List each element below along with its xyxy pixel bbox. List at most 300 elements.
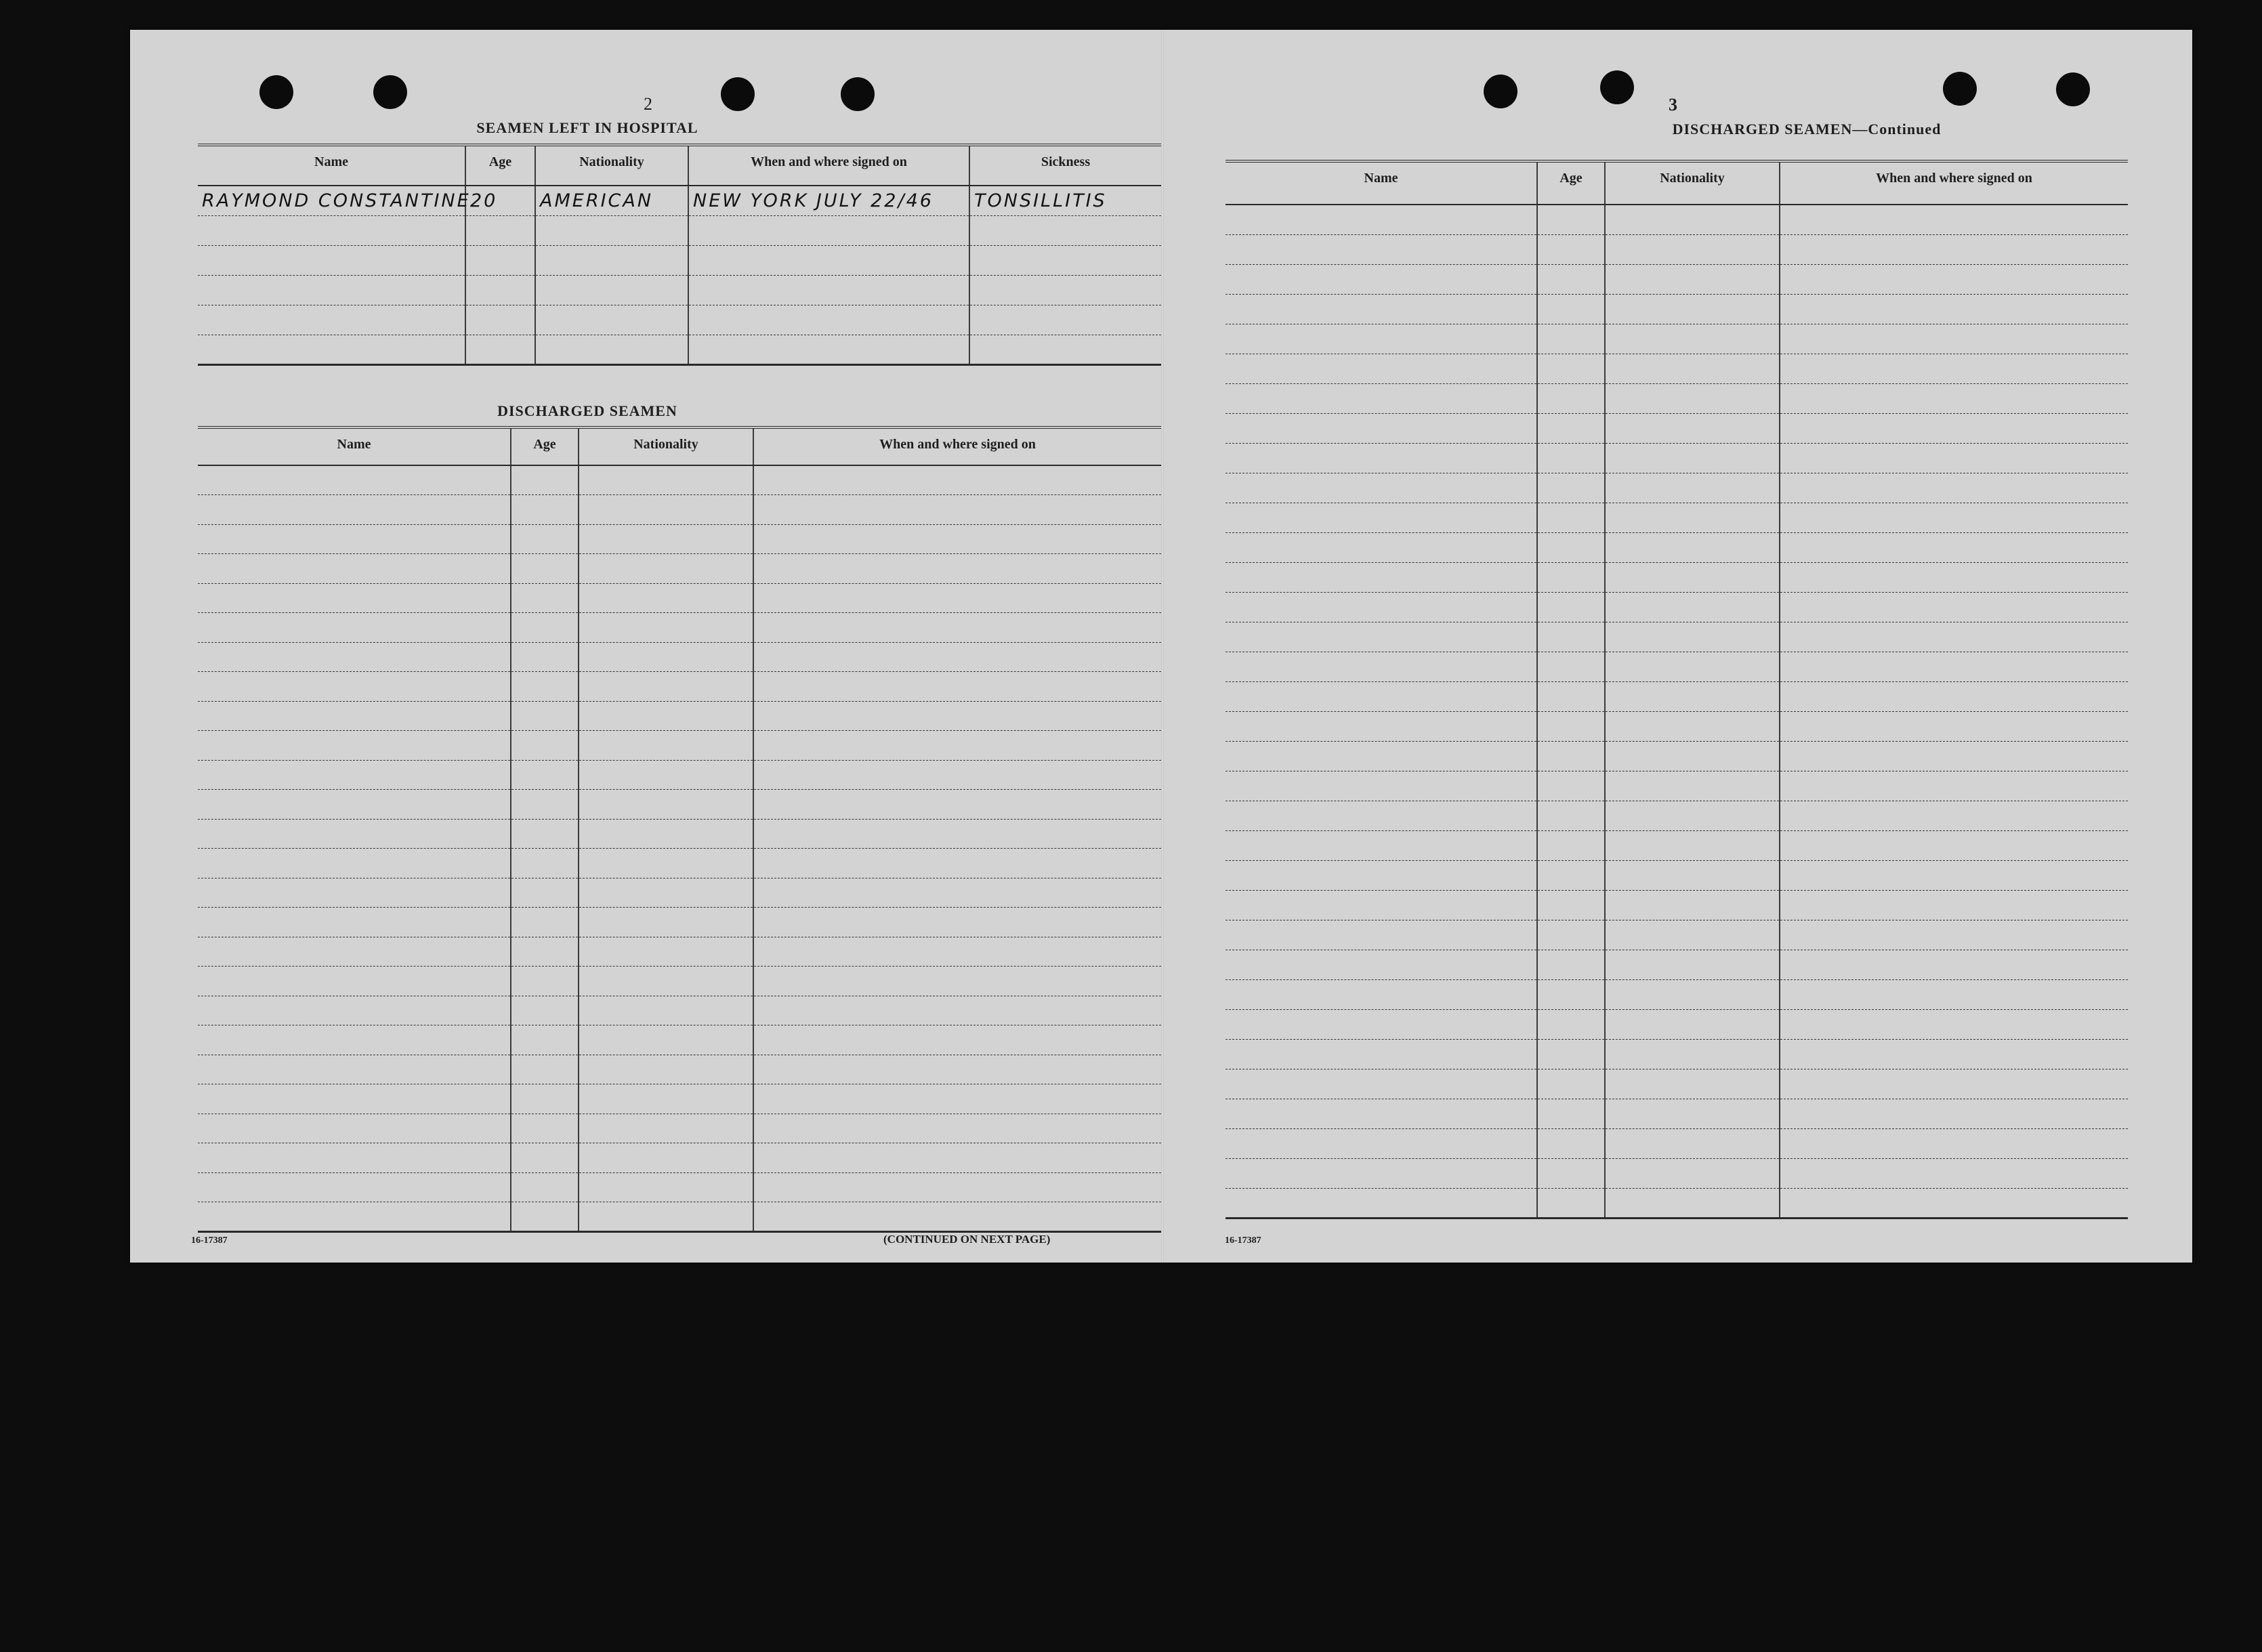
table-row: [198, 1114, 1161, 1143]
col-header-name: Name: [198, 145, 465, 186]
blank-cell: [579, 583, 753, 613]
blank-cell: [1780, 1099, 2128, 1128]
blank-cell: [579, 731, 753, 761]
table-row: [1226, 860, 2128, 890]
blank-cell: [511, 554, 579, 584]
table-row: [1226, 801, 2128, 830]
blank-cell: [579, 908, 753, 937]
blank-cell: [1605, 920, 1780, 950]
blank-cell: [1226, 741, 1537, 771]
blank-cell: [1537, 294, 1605, 324]
table-row: [1226, 354, 2128, 383]
blank-cell: [1780, 383, 2128, 413]
blank-cell: [1780, 294, 2128, 324]
blank-cell: [1780, 622, 2128, 652]
table-row: [198, 1025, 1161, 1055]
blank-cell: [1537, 1128, 1605, 1158]
blank-cell: [579, 1025, 753, 1055]
blank-cell: [1605, 652, 1780, 681]
blank-cell: [511, 878, 579, 908]
blank-cell: [198, 554, 511, 584]
blank-cell: [198, 215, 465, 245]
table-row: [198, 996, 1161, 1025]
blank-cell: [1780, 264, 2128, 294]
blank-cell: [511, 524, 579, 554]
blank-cell: [511, 967, 579, 996]
blank-cell: [511, 790, 579, 820]
table-row: [198, 937, 1161, 967]
blank-cell: [1226, 532, 1537, 562]
blank-cell: [1605, 801, 1780, 830]
blank-cell: [511, 465, 579, 495]
binder-hole: [1600, 70, 1634, 104]
blank-cell: [198, 1114, 511, 1143]
blank-cell: [511, 731, 579, 761]
blank-cell: [1537, 1069, 1605, 1099]
blank-cell: [753, 996, 1161, 1025]
blank-cell: [1780, 652, 2128, 681]
blank-cell: [198, 335, 465, 364]
blank-cell: [1537, 950, 1605, 979]
blank-cell: [465, 335, 535, 364]
table-row: [1226, 383, 2128, 413]
blank-cell: [1780, 950, 2128, 979]
table-row: [198, 642, 1161, 672]
blank-cell: [1226, 830, 1537, 860]
blank-cell: [1605, 711, 1780, 741]
blank-cell: [465, 305, 535, 335]
blank-cell: [1537, 1188, 1605, 1218]
table-row: [1226, 979, 2128, 1009]
blank-cell: [1605, 1099, 1780, 1128]
col-header-age: Age: [511, 427, 579, 465]
blank-cell: [198, 524, 511, 554]
blank-cell: [1537, 413, 1605, 443]
blank-cell: [579, 524, 753, 554]
blank-cell: [1780, 562, 2128, 592]
blank-cell: [1537, 801, 1605, 830]
blank-cell: [688, 275, 969, 305]
blank-cell: [579, 495, 753, 525]
blank-cell: [579, 967, 753, 996]
table-row: [198, 849, 1161, 878]
col-header-age: Age: [465, 145, 535, 186]
blank-cell: [969, 245, 1161, 275]
blank-cell: [579, 465, 753, 495]
blank-cell: [198, 1055, 511, 1084]
blank-cell: [198, 465, 511, 495]
blank-cell: [1780, 1128, 2128, 1158]
blank-cell: [1605, 860, 1780, 890]
table-row: [1226, 1069, 2128, 1099]
blank-cell: [1780, 1039, 2128, 1069]
blank-cell: [198, 908, 511, 937]
binder-hole: [2056, 72, 2090, 106]
blank-cell: [198, 1025, 511, 1055]
blank-cell: [1605, 622, 1780, 652]
blank-cell: [198, 245, 465, 275]
blank-cell: [753, 583, 1161, 613]
blank-cell: [511, 1025, 579, 1055]
blank-cell: [1537, 532, 1605, 562]
blank-cell: [1537, 1099, 1605, 1128]
table-row: [1226, 1158, 2128, 1188]
blank-cell: [198, 996, 511, 1025]
blank-cell: [465, 245, 535, 275]
col-header-signed-on: When and where signed on: [688, 145, 969, 186]
blank-cell: [535, 245, 688, 275]
blank-cell: [1226, 920, 1537, 950]
blank-cell: [753, 790, 1161, 820]
blank-cell: [1537, 503, 1605, 532]
binder-hole: [259, 75, 293, 109]
blank-cell: [753, 1114, 1161, 1143]
table-row: [198, 465, 1161, 495]
blank-cell: [465, 275, 535, 305]
ledger-sheet: [130, 30, 2192, 1263]
blank-cell: [753, 672, 1161, 702]
blank-cell: [511, 583, 579, 613]
blank-cell: [1226, 652, 1537, 681]
blank-cell: [511, 760, 579, 790]
blank-cell: [753, 1025, 1161, 1055]
blank-cell: [1226, 979, 1537, 1009]
blank-cell: [1605, 741, 1780, 771]
blank-cell: [1605, 592, 1780, 622]
blank-cell: [1780, 1158, 2128, 1188]
col-header-name: Name: [1226, 161, 1537, 205]
page-number-right: 3: [1669, 95, 1677, 114]
blank-cell: [579, 701, 753, 731]
blank-cell: [1226, 1009, 1537, 1039]
blank-cell: [198, 275, 465, 305]
table-row: [1226, 324, 2128, 354]
blank-cell: [198, 495, 511, 525]
col-header-age: Age: [1537, 161, 1605, 205]
blank-cell: [1605, 324, 1780, 354]
blank-cell: [1537, 324, 1605, 354]
blank-cell: [1780, 979, 2128, 1009]
discharged-table: [198, 426, 1161, 1233]
blank-cell: [1226, 681, 1537, 711]
table-row: [1226, 950, 2128, 979]
table-row: [198, 731, 1161, 761]
blank-cell: [511, 908, 579, 937]
table-row: [1226, 592, 2128, 622]
blank-cell: [753, 878, 1161, 908]
blank-cell: [1605, 354, 1780, 383]
blank-cell: [1537, 681, 1605, 711]
blank-cell: [1780, 830, 2128, 860]
blank-cell: [198, 819, 511, 849]
blank-cell: [1537, 979, 1605, 1009]
col-header-sickness: Sickness: [969, 145, 1161, 186]
table-row: [1226, 920, 2128, 950]
blank-cell: [753, 908, 1161, 937]
blank-cell: [1780, 443, 2128, 473]
blank-cell: [1226, 622, 1537, 652]
blank-cell: [753, 642, 1161, 672]
blank-cell: [1537, 890, 1605, 920]
table-row: [198, 583, 1161, 613]
blank-cell: [1605, 413, 1780, 443]
table-row: [1226, 771, 2128, 801]
blank-cell: [1226, 324, 1537, 354]
col-header-signed-on: When and where signed on: [753, 427, 1161, 465]
blank-cell: [1780, 592, 2128, 622]
blank-cell: [1226, 950, 1537, 979]
blank-cell: [198, 672, 511, 702]
page-number-left: 2: [644, 94, 652, 114]
table-row: [198, 967, 1161, 996]
blank-cell: [511, 937, 579, 967]
blank-cell: [1780, 711, 2128, 741]
blank-cell: [1226, 354, 1537, 383]
blank-cell: [753, 849, 1161, 878]
blank-cell: [198, 937, 511, 967]
blank-cell: [1780, 890, 2128, 920]
table-row: [198, 672, 1161, 702]
col-header-nationality: Nationality: [535, 145, 688, 186]
table-row: [1226, 264, 2128, 294]
blank-cell: [1780, 205, 2128, 234]
blank-cell: [1780, 413, 2128, 443]
table-row: [1226, 532, 2128, 562]
blank-cell: [511, 849, 579, 878]
binder-hole: [721, 77, 755, 111]
blank-cell: [1537, 652, 1605, 681]
blank-cell: [579, 849, 753, 878]
blank-cell: [511, 1202, 579, 1232]
discharged-continued-title: DISCHARGED SEAMEN—Continued: [1672, 121, 1942, 137]
blank-cell: [579, 937, 753, 967]
continued-note: (CONTINUED ON NEXT PAGE): [883, 1233, 1051, 1246]
blank-cell: [579, 996, 753, 1025]
discharged-section-title: DISCHARGED SEAMEN: [497, 402, 677, 419]
blank-cell: [1780, 234, 2128, 264]
blank-cell: [1780, 771, 2128, 801]
col-header-name: Name: [198, 427, 511, 465]
blank-cell: [1605, 979, 1780, 1009]
table-row: [1226, 1009, 2128, 1039]
binder-hole: [1484, 75, 1517, 108]
table-row: [198, 335, 1161, 364]
table-row: [198, 760, 1161, 790]
blank-cell: [1780, 741, 2128, 771]
table-row: [198, 819, 1161, 849]
blank-cell: [198, 642, 511, 672]
seaman-nationality: AMERICAN: [535, 186, 688, 215]
center-fold: [1161, 30, 1164, 1263]
table-row: [198, 524, 1161, 554]
table-row: [198, 186, 1161, 215]
blank-cell: [688, 305, 969, 335]
blank-cell: [1226, 503, 1537, 532]
blank-cell: [1537, 741, 1605, 771]
blank-cell: [511, 1114, 579, 1143]
binder-hole: [1943, 72, 1977, 106]
blank-cell: [1537, 711, 1605, 741]
blank-cell: [1537, 264, 1605, 294]
blank-cell: [1780, 503, 2128, 532]
blank-cell: [198, 760, 511, 790]
blank-cell: [1537, 234, 1605, 264]
blank-cell: [688, 215, 969, 245]
blank-cell: [1537, 1039, 1605, 1069]
blank-cell: [511, 1172, 579, 1202]
blank-cell: [535, 215, 688, 245]
table-row: [1226, 741, 2128, 771]
table-row: [198, 245, 1161, 275]
blank-cell: [1605, 1069, 1780, 1099]
blank-cell: [1537, 622, 1605, 652]
blank-cell: [1537, 354, 1605, 383]
blank-cell: [511, 613, 579, 643]
table-row: [1226, 1039, 2128, 1069]
blank-cell: [1226, 771, 1537, 801]
blank-cell: [1605, 1128, 1780, 1158]
blank-cell: [1605, 443, 1780, 473]
blank-cell: [535, 275, 688, 305]
blank-cell: [579, 1172, 753, 1202]
table-row: [198, 215, 1161, 245]
table-row: [198, 495, 1161, 525]
blank-cell: [579, 1202, 753, 1232]
blank-cell: [198, 613, 511, 643]
table-row: [1226, 503, 2128, 532]
blank-cell: [579, 878, 753, 908]
blank-cell: [198, 1202, 511, 1232]
table-row: [198, 613, 1161, 643]
blank-cell: [753, 465, 1161, 495]
blank-cell: [1226, 1188, 1537, 1218]
blank-cell: [1537, 771, 1605, 801]
blank-cell: [511, 642, 579, 672]
table-row: [1226, 443, 2128, 473]
blank-cell: [1537, 562, 1605, 592]
blank-cell: [753, 1143, 1161, 1173]
blank-cell: [511, 495, 579, 525]
blank-cell: [1780, 354, 2128, 383]
blank-cell: [1605, 205, 1780, 234]
blank-cell: [511, 672, 579, 702]
blank-cell: [1226, 801, 1537, 830]
blank-cell: [579, 1143, 753, 1173]
blank-cell: [198, 731, 511, 761]
blank-cell: [1780, 1069, 2128, 1099]
blank-cell: [753, 967, 1161, 996]
table-row: [1226, 622, 2128, 652]
table-row: [1226, 890, 2128, 920]
blank-cell: [579, 819, 753, 849]
blank-cell: [753, 613, 1161, 643]
seaman-name: RAYMOND CONSTANTINE: [198, 186, 465, 215]
blank-cell: [1226, 711, 1537, 741]
table-row: [198, 1084, 1161, 1114]
blank-cell: [198, 967, 511, 996]
table-row: [1226, 681, 2128, 711]
blank-cell: [1226, 1128, 1537, 1158]
blank-cell: [511, 819, 579, 849]
blank-cell: [1537, 920, 1605, 950]
table-row: [198, 1202, 1161, 1232]
blank-cell: [1780, 1188, 2128, 1218]
table-row: [198, 275, 1161, 305]
blank-cell: [198, 1084, 511, 1114]
table-row: [198, 701, 1161, 731]
blank-cell: [1780, 920, 2128, 950]
blank-cell: [1780, 681, 2128, 711]
table-row: [1226, 652, 2128, 681]
table-row: [198, 1172, 1161, 1202]
blank-cell: [579, 554, 753, 584]
blank-cell: [753, 1055, 1161, 1084]
table-row: [198, 305, 1161, 335]
table-row: [1226, 205, 2128, 234]
blank-cell: [1605, 681, 1780, 711]
blank-cell: [753, 701, 1161, 731]
blank-cell: [511, 1055, 579, 1084]
blank-cell: [753, 760, 1161, 790]
blank-cell: [1605, 532, 1780, 562]
discharged-continued-table: [1226, 160, 2128, 1219]
blank-cell: [579, 1114, 753, 1143]
blank-cell: [753, 1084, 1161, 1114]
table-row: [1226, 294, 2128, 324]
blank-cell: [753, 554, 1161, 584]
table-row: [198, 1055, 1161, 1084]
table-row: [198, 554, 1161, 584]
table-row: [1226, 711, 2128, 741]
table-row: [1226, 1099, 2128, 1128]
table-row: [1226, 562, 2128, 592]
blank-cell: [511, 996, 579, 1025]
blank-cell: [1537, 860, 1605, 890]
table-row: [1226, 1188, 2128, 1218]
blank-cell: [198, 583, 511, 613]
blank-cell: [969, 275, 1161, 305]
blank-cell: [579, 613, 753, 643]
blank-cell: [1537, 383, 1605, 413]
blank-cell: [753, 524, 1161, 554]
blank-cell: [1537, 1158, 1605, 1188]
blank-cell: [1226, 1039, 1537, 1069]
table-row: [198, 878, 1161, 908]
blank-cell: [198, 790, 511, 820]
blank-cell: [1780, 1009, 2128, 1039]
blank-cell: [535, 305, 688, 335]
table-row: [198, 908, 1161, 937]
blank-cell: [465, 215, 535, 245]
form-number-right: 16-17387: [1225, 1235, 1261, 1246]
blank-cell: [198, 1143, 511, 1173]
blank-cell: [1605, 771, 1780, 801]
blank-cell: [1226, 413, 1537, 443]
blank-cell: [1226, 443, 1537, 473]
blank-cell: [1537, 473, 1605, 503]
seaman-signed-on: NEW YORK JULY 22/46: [688, 186, 969, 215]
blank-cell: [1226, 205, 1537, 234]
blank-cell: [1605, 950, 1780, 979]
blank-cell: [511, 1084, 579, 1114]
blank-cell: [753, 819, 1161, 849]
blank-cell: [511, 1143, 579, 1173]
table-row: [1226, 1128, 2128, 1158]
col-header-nationality: Nationality: [1605, 161, 1780, 205]
blank-cell: [1226, 294, 1537, 324]
table-row: [1226, 830, 2128, 860]
blank-cell: [969, 335, 1161, 364]
